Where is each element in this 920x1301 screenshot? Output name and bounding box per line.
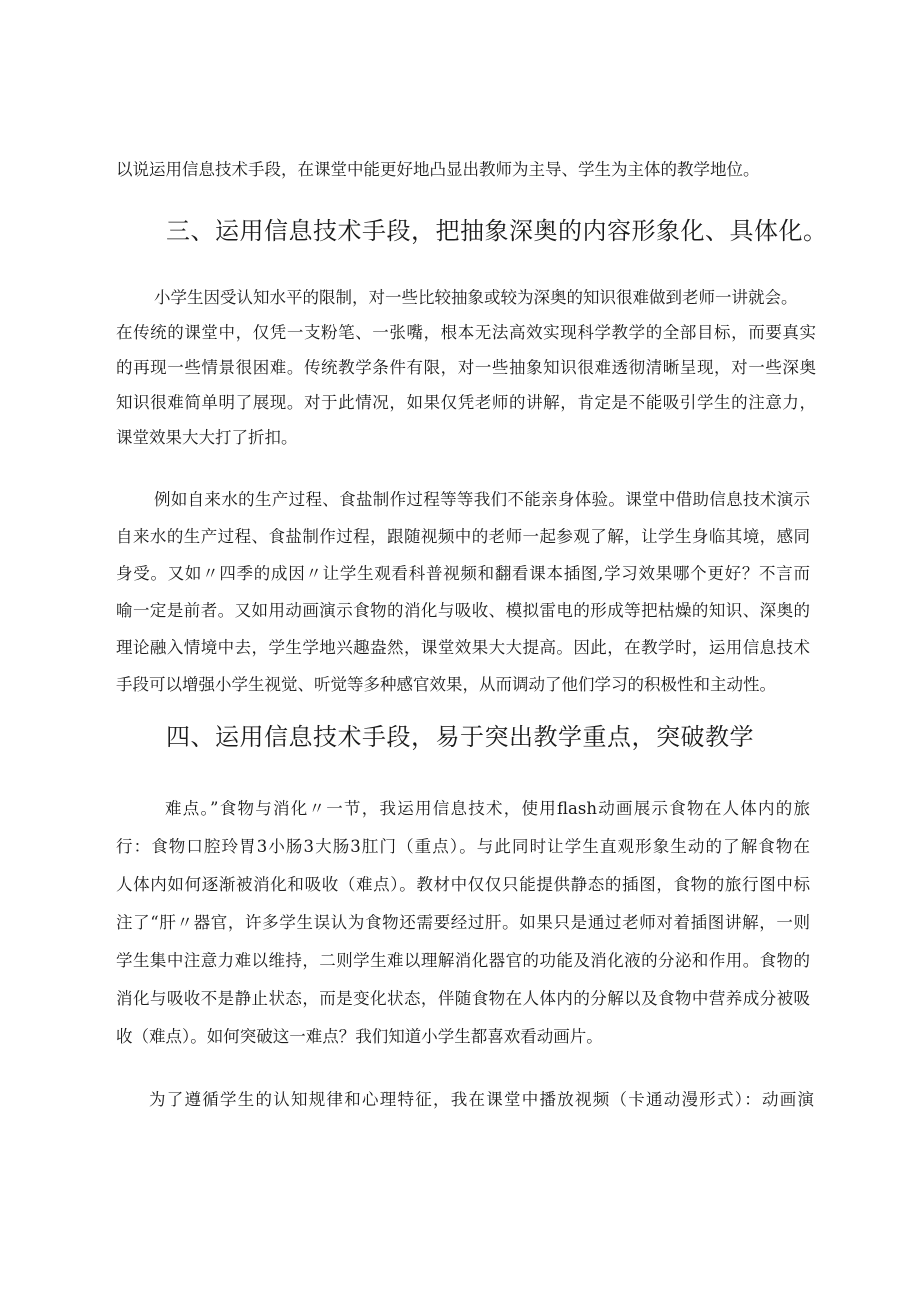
paragraph-line: 学生集中注意力难以维持，二则学生难以理解消化器官的功能及消化液的分泌和作用。食物的 [116, 951, 810, 970]
paragraph-line: 知识很难简单明了展现。对于此情况，如果仅凭老师的讲解，肯定是不能吸引学生的注意力， [116, 393, 816, 412]
paragraph-line: 自来水的生产过程、食盐制作过程，跟随视频中的老师一起参观了解，让学生身临其境，感同 [116, 527, 810, 546]
paragraph-line: 收（难点）。如何突破这一难点？我们知道小学生都喜欢看动画片。 [116, 1027, 603, 1046]
paragraph-line: 为了遵循学生的认知规律和心理特征，我在课堂中播放视频（卡通动漫形式）：动画演 [149, 1090, 814, 1109]
section-heading-3: 三、运用信息技术手段，把抽象深奥的内容形象化、具体化。 [166, 217, 828, 245]
paragraph-line: 课堂效果大大打了折扣。 [116, 428, 298, 447]
paragraph-line: 小学生因受认知水平的限制，对一些比较抽象或较为深奥的知识很难做到老师一讲就会。 [154, 288, 798, 307]
paragraph-line: 例如自来水的生产过程、食盐制作过程等等我们不能亲身体验。课堂中借助信息技术演示 [154, 490, 810, 509]
paragraph-line: 消化与吸收不是静止状态，而是变化状态，伴随食物在人体内的分解以及食物中营养成分被吸 [116, 989, 810, 1008]
paragraph-line: 理论融入情境中去，学生学地兴趣盎然，课堂效果大大提高。因此，在教学时，运用信息技术 [116, 638, 810, 657]
paragraph-line: 以说运用信息技术手段，在课堂中能更好地凸显出教师为主导、学生为主体的教学地位。 [116, 160, 760, 179]
section-heading-4: 四、运用信息技术手段，易于突出教学重点，突破教学 [166, 723, 754, 751]
paragraph-line: 行：食物口腔玲胃3小肠3大肠3肛门（重点）。与此同时让学生直观形象生动的了解食物在 [116, 837, 810, 856]
paragraph-line: 在传统的课堂中，仅凭一支粉笔、一张嘴，根本无法高效实现科学教学的全部目标，而要真实 [116, 323, 816, 342]
paragraph-line: 手段可以增强小学生视觉、听觉等多种感官效果，从而调动了他们学习的积极性和主动性。 [116, 675, 776, 694]
paragraph-line: 喻一定是前者。又如用动画演示食物的消化与吸收、模拟雷电的形成等把枯燥的知识、深奥的 [116, 601, 810, 620]
paragraph-line: 难点。”食物与消化〃一节，我运用信息技术，使用flash动画展示食物在人体内的旅 [165, 799, 810, 818]
paragraph-line: 人体内如何逐渐被消化和吸收（难点）。教材中仅仅只能提供静态的插图，食物的旅行图中标 [116, 875, 810, 894]
paragraph-line: 的再现一些情景很困难。传统教学条件有限，对一些抽象知识很难透彻清晰呈现，对一些深奥 [116, 358, 816, 377]
paragraph-line: 注了“肝〃器官，许多学生误认为食物还需要经过肝。如果只是通过老师对着插图讲解，一则 [116, 913, 810, 932]
paragraph-line: 身受。又如〃四季的成因〃让学生观看科普视频和翻看课本插图,学习效果哪个更好？不言而 [116, 564, 810, 583]
